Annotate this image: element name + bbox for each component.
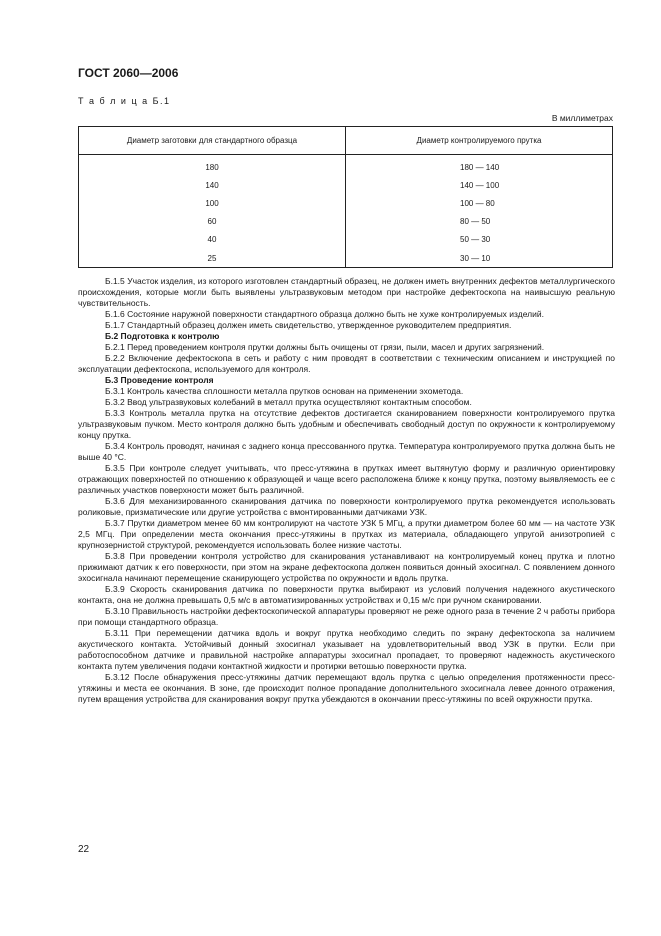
table-cell: 140 — 100 xyxy=(346,176,613,194)
paragraph-b-3-11: Б.3.11 При перемещении датчика вдоль и вокруг прутка необходимо следить по экрану дефектоскопа за наличием акустического контакта. Устойчивый донный эхосигнал указывает на удовлетворительный ввод УЗК в прутки. Если при работоспособном датчике и правильной настройке аппаратуры эхосигнал пропадает, то проверяют надежность акустического контакта путем увеличения подачи контактной жидкости и протирки ветошью поверхности прутка. xyxy=(78,628,615,671)
table-cell: 25 xyxy=(79,249,346,268)
table-cell: 180 — 140 xyxy=(346,155,613,177)
table-row xyxy=(79,176,613,194)
paragraph-b-2-2: Б.2.2 Включение дефектоскопа в сеть и работу с ним проводят в соответствии с техническим описанием и инструкцией по эксплуатации дефектоскопа, используемого для контроля. xyxy=(78,353,615,374)
column-header-blank-diameter: Диаметр заготовки для стандартного образца xyxy=(79,127,346,155)
table-cell: 140 xyxy=(79,176,346,194)
paragraph-b-3-9: Б.3.9 Скорость сканирования датчика по поверхности прутка выбирают из условий получения надежного акустического контакта, она не должна превышать 0,5 м/с в автоматизированных устройствах и 0,15 м/с при ручном сканировании. xyxy=(78,584,615,605)
table-caption: Т а б л и ц а Б.1 xyxy=(78,96,171,106)
paragraph-b-1-5: Б.1.5 Участок изделия, из которого изготовлен стандартный образец, не должен иметь внутренних дефектов металлургического происхождения, которые могли быть выявлены ультразвуковым методом при настройке дефектоскопа на наивысшую реальную чувствительность. xyxy=(78,276,615,308)
table-cell: 180 xyxy=(79,155,346,177)
paragraph-b-1-6: Б.1.6 Состояние наружной поверхности стандартного образца должно быть не хуже контролируемых изделий. xyxy=(105,309,544,319)
table-cell: 40 xyxy=(79,231,346,249)
table-row xyxy=(79,194,613,212)
paragraph-b-2-1: Б.2.1 Перед проведением контроля прутки должны быть очищены от грязи, пыли, масел и других загрязнений. xyxy=(105,342,545,352)
table-cell: 100 xyxy=(79,194,346,212)
page-number: 22 xyxy=(78,844,90,855)
table-cell: 100 — 80 xyxy=(346,194,613,212)
paragraph-b-3-3: Б.3.3 Контроль металла прутка на отсутствие дефектов достигается сканированием поверхности контролируемого прутка ультразвуковым пучком. Место контроля должно быть удобным и обеспечивать свободный доступ по окружности к контролируемому концу прутка. xyxy=(78,408,615,440)
column-header-bar-diameter: Диаметр контролируемого прутка xyxy=(346,127,613,155)
paragraph-b-3-4: Б.3.4 Контроль проводят, начиная с заднего конца прессованного прутка. Температура контролируемого прутка должна быть не выше 40 °С. xyxy=(78,441,615,462)
paragraph-b-1-7: Б.1.7 Стандартный образец должен иметь свидетельство, утвержденное руководителем предприятия. xyxy=(105,320,512,330)
table-row xyxy=(79,213,613,231)
section-heading-b-3: Б.3 Проведение контроля xyxy=(105,375,214,385)
paragraph-b-3-5: Б.3.5 При контроле следует учитывать, что пресс-утяжина в прутках имеет вытянутую форму и различную ориентировку отражающих поверхностей по отношению к образующей и чаще всего расположена ближе к концу прутка, поэтому выявляемость ее с различных участков поверхности может быть различной. xyxy=(78,463,615,495)
paragraph-b-3-6: Б.3.6 Для механизированного сканирования датчика по поверхности контролируемого прутка рекомендуется использовать роликовые, призматические или другие устройства с вмонтированными датчиками УЗК. xyxy=(78,496,615,517)
table-units: В миллиметрах xyxy=(551,113,613,123)
paragraph-b-3-12: Б.3.12 После обнаружения пресс-утяжины датчик перемещают вдоль прутка с целью определения протяженности пресс-утяжины и места ее окончания. В зоне, где происходит полное пропадание дополнительного эхосигнала левее донного отражения, путем вращения устройства для сканирования вокруг прутка убеждаются в окончании пресс-утяжины по всей окружности прутка. xyxy=(78,672,615,704)
paragraph-b-3-2: Б.3.2 Ввод ультразвуковых колебаний в металл прутка осуществляют контактным способом. xyxy=(105,397,472,407)
table-row xyxy=(79,249,613,268)
table-cell: 80 — 50 xyxy=(346,213,613,231)
table-cell: 60 xyxy=(79,213,346,231)
paragraph-b-3-1: Б.3.1 Контроль качества сплошности металла прутков основан на применении эхометода. xyxy=(105,386,464,396)
paragraph-b-3-7: Б.3.7 Прутки диаметром менее 60 мм контролируют на частоте УЗК 5 МГц, а прутки диаметром более 60 мм — на частоте УЗК 2,5 МГц. При определении места окончания пресс-утяжины в прутках из материала, обладающего упругой анизотропией с крупнозернистой структурой, рекомендуется использовать более низкие частоты. xyxy=(78,518,615,550)
paragraph-b-3-8: Б.3.8 При проведении контроля устройство для сканирования устанавливают на контролируемый конец прутка и плотно прижимают датчик к его поверхности, при этом на экране дефектоскопа должен появиться донный эхосигнал. С появлением донного эхосигнала начинают перемещение сканирующего устройства по окружности и вдоль прутка. xyxy=(78,551,615,583)
paragraph-b-3-10: Б.3.10 Правильность настройки дефектоскопической аппаратуры проверяют не реже одного раза в течение 2 ч работы прибора при помощи стандартного образца. xyxy=(78,606,615,627)
diameter-table xyxy=(78,126,613,268)
table-row xyxy=(79,231,613,249)
table-cell: 30 — 10 xyxy=(346,249,613,268)
document-body xyxy=(78,276,615,705)
table-cell: 50 — 30 xyxy=(346,231,613,249)
document-header: ГОСТ 2060—2006 xyxy=(78,66,179,80)
table-row xyxy=(79,155,613,177)
table-header-row xyxy=(79,127,613,155)
section-heading-b-2: Б.2 Подготовка к контролю xyxy=(105,331,220,341)
